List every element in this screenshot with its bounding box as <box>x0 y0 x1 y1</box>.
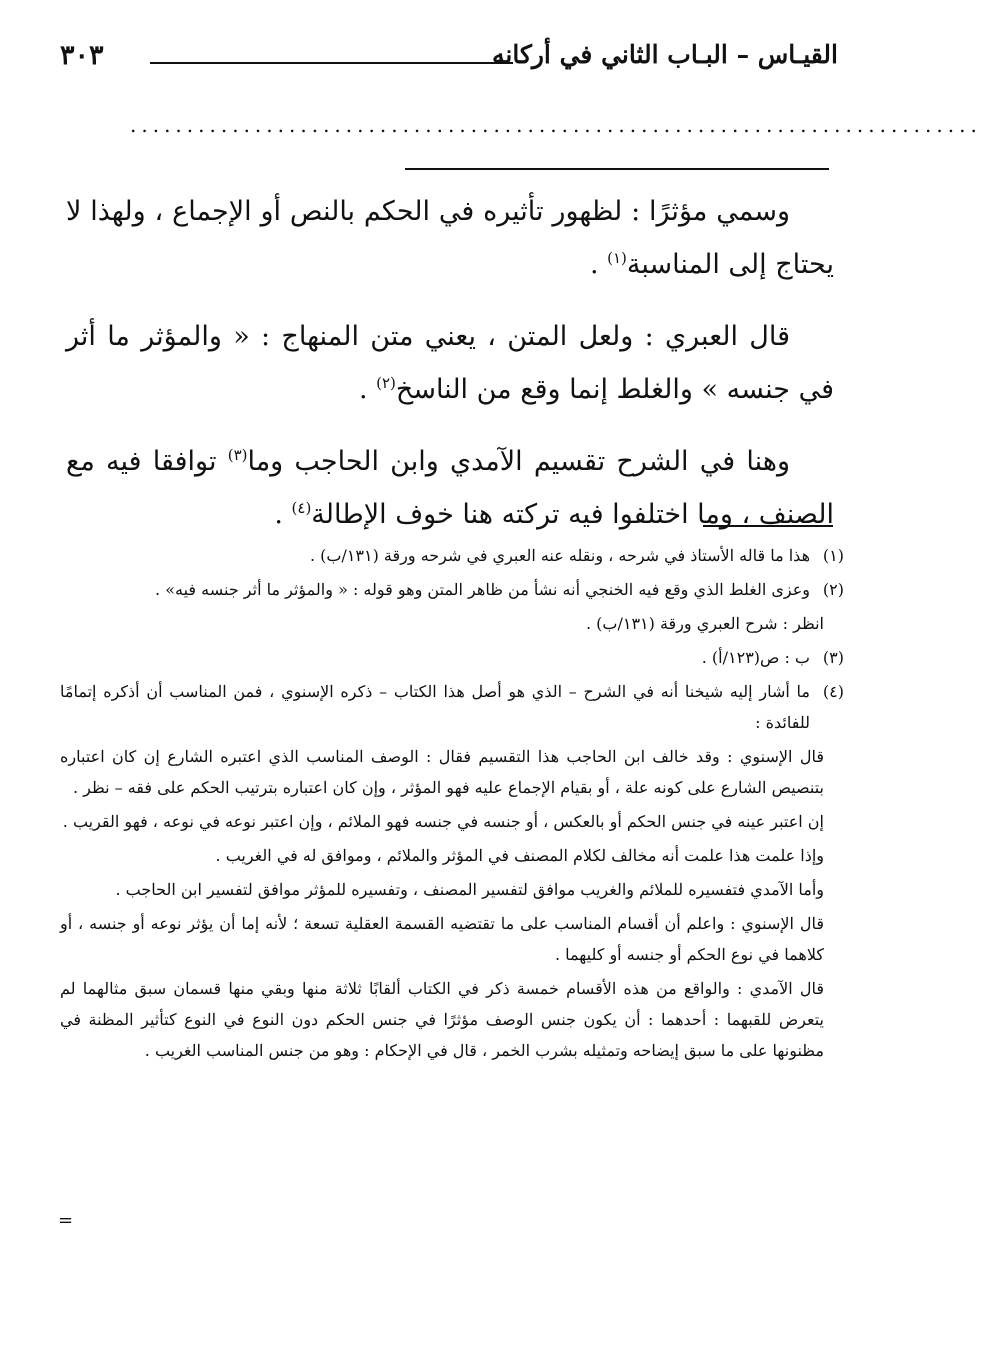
footnote-4-line: قال الآمدي : والواقع من هذه الأقسام خمسة ذكر في الكتاب ألقابًا ثلاثة منها وبقي منها قسمان سبق مثالهما لم يتعرض للقبهما : أحدهما : أن يكون جنس الوصف مؤثرًا في جنس الحكم دون النوع في النوع كتأثير المظنة في مظنونها على ما سبق إيضاحه وتمثيله بشرب الخمر ، قال في الإحكام : وهو من جنس المناسب الغريب . <box>60 979 825 1060</box>
footnote-number: (٣) <box>822 648 844 667</box>
paragraph-end: . <box>274 499 292 530</box>
footnote-4 <box>60 676 844 738</box>
running-header <box>60 40 838 88</box>
footnote-4-line: قال الإسنوي : وقد خالف ابن الحاجب هذا التقسيم فقال : الوصف المناسب الذي اعتبره الشارع إن كان اعتباره بتنصيص الشارع على كونه علة ، أو بقيام الإجماع عليه فهو المؤثر ، وإن كان اعتباره بترتيب الحكم على فقه – نظر . <box>60 747 824 797</box>
footnote-4-line: وأما الآمدي فتفسيره للملائم والغريب موافق لتفسير المصنف ، وتفسيره للمؤثر موافق لتفسير ابن الحاجب . <box>115 880 824 899</box>
footnote-1 <box>60 540 844 571</box>
paragraph-text: توافقا فيه مع الصنف ، وما اختلفوا فيه تركته هنا خوف الإطالة <box>66 446 834 530</box>
paragraph-end: . <box>358 374 377 405</box>
paragraph-end: . <box>589 249 608 280</box>
footnote-rule <box>703 525 833 527</box>
footnote-number: (٤) <box>822 682 844 701</box>
paragraph-text: وسمي مؤثرًا : لظهور تأثيره في الحكم بالنص أو الإجماع ، ولهذا لا يحتاج إلى المناسبة <box>66 196 834 280</box>
dotted-separator: ........................................................................... <box>130 113 982 137</box>
paragraph-text: قال العبري : ولعل المتن ، يعني متن المنهاج : « والمؤثر ما أثر في جنسه » والغلط إنما وقع من الناسخ <box>66 321 834 405</box>
continuation-mark: = <box>58 1210 74 1231</box>
main-paragraph <box>66 185 834 291</box>
footnote-ref: (٣) <box>227 446 248 464</box>
running-title: القيـاس – البـاب الثاني في أركانه <box>491 40 838 69</box>
footnote-ref: (١) <box>607 249 627 267</box>
page-number: ٣٠٣ <box>60 40 104 71</box>
footnote-text: هذا ما قاله الأستاذ في شرحه ، ونقله عنه العبري في شرحه ورقة (١٣١/ب) . <box>309 546 810 565</box>
paragraph-text: وهنا في الشرح تقسيم الآمدي وابن الحاجب وما <box>247 446 790 477</box>
header-rule <box>150 62 513 64</box>
footnote-ref: (٤) <box>291 499 312 517</box>
footnote-4-line: وإذا علمت هذا علمت أنه مخالف لكلام المصنف في المؤثر والملائم ، وموافق له في الغريب . <box>215 846 824 865</box>
main-paragraph <box>66 310 834 416</box>
footnote-2-continuation: انظر : شرح العبري ورقة (١٣١/ب) . <box>585 614 824 633</box>
footnote-text: وعزى الغلط الذي وقع فيه الخنجي أنه نشأ من ظاهر المتن وهو قوله : « والمؤثر ما أثر جنسه فيه» . <box>155 580 810 599</box>
footnote-text: ما أشار إليه شيخنا أنه في الشرح – الذي هو أصل هذا الكتاب – ذكره الإسنوي ، فمن المناسب أن أذكره إتمامًا للفائدة : <box>60 682 810 732</box>
footnote-4-line: قال الإسنوي : واعلم أن أقسام المناسب على ما تقتضيه القسمة العقلية تسعة ؛ لأنه إما أن يؤثر نوعه أو جنسه ، أو كلاهما في نوع الحكم أو جنسه أو كليهما . <box>60 914 824 964</box>
footnote-ref: (٢) <box>376 374 396 392</box>
footnote-text: ب : ص(١٢٣/أ) . <box>701 648 810 667</box>
footnote-number: (١) <box>822 546 844 565</box>
footnote-3 <box>60 642 844 673</box>
section-rule <box>405 168 829 170</box>
footnote-4-line: إن اعتبر عينه في جنس الحكم أو بالعكس ، أو جنسه في جنسه فهو الملائم ، وإن اعتبر نوعه في نوعه ، فهو القريب . <box>62 812 824 831</box>
footnote-number: (٢) <box>822 580 844 599</box>
main-text <box>66 185 834 560</box>
footnote-2 <box>60 574 844 605</box>
footnotes <box>60 540 844 1069</box>
